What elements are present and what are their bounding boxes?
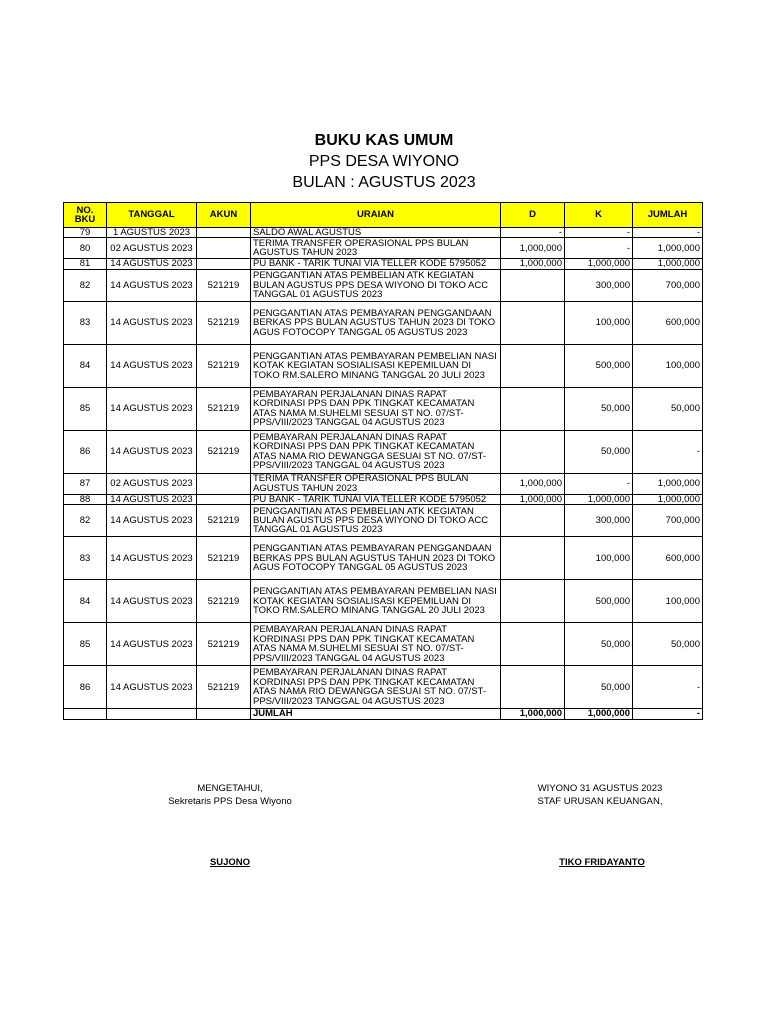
signature-left-line2: Sekretaris PPS Desa Wiyono bbox=[168, 796, 292, 807]
cell-akun: 521219 bbox=[197, 301, 251, 344]
cell-d bbox=[501, 623, 565, 666]
cell-tanggal: 02 AGUSTUS 2023 bbox=[107, 238, 197, 259]
table-row bbox=[64, 494, 703, 504]
cell-tanggal: 14 AGUSTUS 2023 bbox=[107, 269, 197, 301]
total-d: 1,000,000 bbox=[501, 709, 565, 719]
cell-tanggal: 14 AGUSTUS 2023 bbox=[107, 580, 197, 623]
cell-d bbox=[501, 387, 565, 430]
cell-d bbox=[501, 666, 565, 709]
cell-uraian: PU BANK - TARIK TUNAI VIA TELLER KODE 5795052 bbox=[251, 259, 501, 269]
cell-akun: 521219 bbox=[197, 505, 251, 537]
total-k: 1,000,000 bbox=[565, 709, 633, 719]
cell-k: 300,000 bbox=[565, 505, 633, 537]
table-row bbox=[64, 301, 703, 344]
cell-d: - bbox=[501, 228, 565, 238]
signature-right-line2: STAF URUSAN KEUANGAN, bbox=[537, 796, 663, 807]
cell-k: 50,000 bbox=[565, 666, 633, 709]
col-header-no: NO. BKU bbox=[64, 203, 107, 228]
cell-no: 87 bbox=[64, 473, 107, 494]
document-title: BUKU KAS UMUM bbox=[314, 132, 454, 149]
cell-akun bbox=[197, 238, 251, 259]
table-row bbox=[64, 666, 703, 709]
cell-akun bbox=[197, 494, 251, 504]
table-row bbox=[64, 259, 703, 269]
cell-tanggal bbox=[107, 709, 197, 719]
cell-tanggal: 1 AGUSTUS 2023 bbox=[107, 228, 197, 238]
cell-jumlah: 700,000 bbox=[633, 269, 703, 301]
signature-right-name: TIKO FRIDAYANTO bbox=[559, 857, 645, 868]
cell-uraian: TERIMA TRANSFER OPERASIONAL PPS BULAN AGUSTUS TAHUN 2023 bbox=[251, 473, 501, 494]
table-row bbox=[64, 505, 703, 537]
col-header-jumlah: JUMLAH bbox=[633, 203, 703, 228]
cell-uraian: TERIMA TRANSFER OPERASIONAL PPS BULAN AGUSTUS TAHUN 2023 bbox=[251, 238, 501, 259]
table-total-row bbox=[64, 709, 703, 719]
table-row bbox=[64, 228, 703, 238]
cell-no: 80 bbox=[64, 238, 107, 259]
cell-akun bbox=[197, 473, 251, 494]
table-header-row bbox=[64, 203, 703, 228]
cell-tanggal: 14 AGUSTUS 2023 bbox=[107, 494, 197, 504]
table-row bbox=[64, 623, 703, 666]
cell-no bbox=[64, 709, 107, 719]
cell-akun: 521219 bbox=[197, 623, 251, 666]
cell-akun bbox=[197, 228, 251, 238]
cell-jumlah: - bbox=[633, 430, 703, 473]
cell-no: 85 bbox=[64, 387, 107, 430]
cell-uraian: PEMBAYARAN PERJALANAN DINAS RAPAT KORDINASI PPS DAN PPK TINGKAT KECAMATAN ATAS NAMA RIO DEWANGGA SESUAI ST NO. 07/ST- PPS/VIII/2023 TANGGAL 04 AGUSTUS 2023 bbox=[251, 666, 501, 709]
cell-akun: 521219 bbox=[197, 430, 251, 473]
cell-d bbox=[501, 505, 565, 537]
cell-uraian: PENGGANTIAN ATAS PEMBAYARAN PENGGANDAAN BERKAS PPS BULAN AGUSTUS TAHUN 2023 DI TOKO AGUS FOTOCOPY TANGGAL 05 AGUSTUS 2023 bbox=[251, 537, 501, 580]
cell-k: - bbox=[565, 228, 633, 238]
cell-no: 84 bbox=[64, 344, 107, 387]
cash-book-table bbox=[63, 202, 703, 720]
signature-left-line1: MENGETAHUI, bbox=[197, 783, 263, 794]
cell-k: 500,000 bbox=[565, 580, 633, 623]
cell-d: 1,000,000 bbox=[501, 238, 565, 259]
cell-k: 50,000 bbox=[565, 387, 633, 430]
signature-right-line1: WIYONO 31 AGUSTUS 2023 bbox=[537, 783, 663, 794]
cell-no: 82 bbox=[64, 505, 107, 537]
cell-no: 83 bbox=[64, 537, 107, 580]
cell-jumlah: 100,000 bbox=[633, 580, 703, 623]
cell-k: 1,000,000 bbox=[565, 494, 633, 504]
cell-akun: 521219 bbox=[197, 269, 251, 301]
table-row bbox=[64, 537, 703, 580]
cell-k: - bbox=[565, 473, 633, 494]
cell-jumlah: 600,000 bbox=[633, 301, 703, 344]
cell-d: 1,000,000 bbox=[501, 259, 565, 269]
cell-d bbox=[501, 269, 565, 301]
cell-k: 100,000 bbox=[565, 301, 633, 344]
signature-left-name: SUJONO bbox=[209, 857, 251, 868]
signature-right bbox=[520, 782, 680, 808]
document-title-block bbox=[0, 131, 768, 193]
cell-tanggal: 02 AGUSTUS 2023 bbox=[107, 473, 197, 494]
cell-uraian: PEMBAYARAN PERJALANAN DINAS RAPAT KORDINASI PPS DAN PPK TINGKAT KECAMATAN ATAS NAMA RIO DEWANGGA SESUAI ST NO. 07/ST- PPS/VIII/2023 TANGGAL 04 AGUSTUS 2023 bbox=[251, 430, 501, 473]
cell-no: 86 bbox=[64, 666, 107, 709]
table-row bbox=[64, 387, 703, 430]
cell-d: 1,000,000 bbox=[501, 473, 565, 494]
cell-k: 50,000 bbox=[565, 623, 633, 666]
table-body bbox=[64, 228, 703, 720]
cell-tanggal: 14 AGUSTUS 2023 bbox=[107, 537, 197, 580]
cell-d bbox=[501, 301, 565, 344]
cell-k: - bbox=[565, 238, 633, 259]
cell-jumlah: 700,000 bbox=[633, 505, 703, 537]
cell-k: 50,000 bbox=[565, 430, 633, 473]
cell-jumlah: 50,000 bbox=[633, 623, 703, 666]
cell-jumlah: - bbox=[633, 228, 703, 238]
cell-jumlah: 100,000 bbox=[633, 344, 703, 387]
cell-jumlah: 600,000 bbox=[633, 537, 703, 580]
cell-uraian: PENGGANTIAN ATAS PEMBAYARAN PEMBELIAN NASI KOTAK KEGIATAN SOSIALISASI KEPEMILUAN DI TOKO RM.SALERO MINANG TANGGAL 20 JULI 2023 bbox=[251, 580, 501, 623]
cell-uraian: PENGGANTIAN ATAS PEMBELIAN ATK KEGIATAN BULAN AGUSTUS PPS DESA WIYONO DI TOKO ACC TANGGAL 01 AGUSTUS 2023 bbox=[251, 269, 501, 301]
cell-jumlah: 1,000,000 bbox=[633, 238, 703, 259]
cell-uraian: PENGGANTIAN ATAS PEMBELIAN ATK KEGIATAN BULAN AGUSTUS PPS DESA WIYONO DI TOKO ACC TANGGAL 01 AGUSTUS 2023 bbox=[251, 505, 501, 537]
total-label: JUMLAH bbox=[251, 709, 501, 719]
cell-jumlah: 1,000,000 bbox=[633, 259, 703, 269]
col-header-tanggal: TANGGAL bbox=[107, 203, 197, 228]
cell-jumlah: 50,000 bbox=[633, 387, 703, 430]
cell-no: 84 bbox=[64, 580, 107, 623]
document-period: BULAN : AGUSTUS 2023 bbox=[292, 174, 476, 191]
table-row bbox=[64, 238, 703, 259]
cell-akun: 521219 bbox=[197, 580, 251, 623]
cell-tanggal: 14 AGUSTUS 2023 bbox=[107, 387, 197, 430]
table-row bbox=[64, 269, 703, 301]
cell-tanggal: 14 AGUSTUS 2023 bbox=[107, 344, 197, 387]
cell-no: 88 bbox=[64, 494, 107, 504]
cell-akun bbox=[197, 709, 251, 719]
cell-d bbox=[501, 430, 565, 473]
cell-no: 82 bbox=[64, 269, 107, 301]
col-header-k: K bbox=[565, 203, 633, 228]
signature-left bbox=[150, 782, 310, 808]
document-subtitle: PPS DESA WIYONO bbox=[308, 153, 460, 170]
cell-no: 79 bbox=[64, 228, 107, 238]
cell-k: 500,000 bbox=[565, 344, 633, 387]
cell-tanggal: 14 AGUSTUS 2023 bbox=[107, 666, 197, 709]
total-jumlah: - bbox=[633, 709, 703, 719]
col-header-d: D bbox=[501, 203, 565, 228]
table-row bbox=[64, 344, 703, 387]
cell-d: 1,000,000 bbox=[501, 494, 565, 504]
table-row bbox=[64, 430, 703, 473]
cell-uraian: PEMBAYARAN PERJALANAN DINAS RAPAT KORDINASI PPS DAN PPK TINGKAT KECAMATAN ATAS NAMA M.SUHELMI SESUAI ST NO. 07/ST- PPS/VIII/2023 TANGGAL 04 AGUSTUS 2023 bbox=[251, 623, 501, 666]
cell-no: 81 bbox=[64, 259, 107, 269]
cell-k: 100,000 bbox=[565, 537, 633, 580]
cell-no: 86 bbox=[64, 430, 107, 473]
cell-uraian: PENGGANTIAN ATAS PEMBAYARAN PENGGANDAAN BERKAS PPS BULAN AGUSTUS TAHUN 2023 DI TOKO AGUS FOTOCOPY TANGGAL 05 AGUSTUS 2023 bbox=[251, 301, 501, 344]
cell-d bbox=[501, 344, 565, 387]
cell-k: 1,000,000 bbox=[565, 259, 633, 269]
cell-uraian: PEMBAYARAN PERJALANAN DINAS RAPAT KORDINASI PPS DAN PPK TINGKAT KECAMATAN ATAS NAMA M.SUHELMI SESUAI ST NO. 07/ST- PPS/VIII/2023 TANGGAL 04 AGUSTUS 2023 bbox=[251, 387, 501, 430]
cell-akun bbox=[197, 259, 251, 269]
table-row bbox=[64, 473, 703, 494]
cell-jumlah: 1,000,000 bbox=[633, 494, 703, 504]
cell-tanggal: 14 AGUSTUS 2023 bbox=[107, 505, 197, 537]
cell-jumlah: 1,000,000 bbox=[633, 473, 703, 494]
cell-jumlah: - bbox=[633, 666, 703, 709]
table-row bbox=[64, 580, 703, 623]
cell-tanggal: 14 AGUSTUS 2023 bbox=[107, 259, 197, 269]
cell-d bbox=[501, 537, 565, 580]
col-header-uraian: URAIAN bbox=[251, 203, 501, 228]
cell-akun: 521219 bbox=[197, 387, 251, 430]
cell-no: 83 bbox=[64, 301, 107, 344]
cell-uraian: SALDO AWAL AGUSTUS bbox=[251, 228, 501, 238]
cell-akun: 521219 bbox=[197, 537, 251, 580]
cell-no: 85 bbox=[64, 623, 107, 666]
cell-tanggal: 14 AGUSTUS 2023 bbox=[107, 623, 197, 666]
cell-tanggal: 14 AGUSTUS 2023 bbox=[107, 430, 197, 473]
cell-akun: 521219 bbox=[197, 344, 251, 387]
cell-k: 300,000 bbox=[565, 269, 633, 301]
cell-uraian: PENGGANTIAN ATAS PEMBAYARAN PEMBELIAN NASI KOTAK KEGIATAN SOSIALISASI KEPEMILUAN DI TOKO RM.SALERO MINANG TANGGAL 20 JULI 2023 bbox=[251, 344, 501, 387]
cell-uraian: PU BANK - TARIK TUNAI VIA TELLER KODE 5795052 bbox=[251, 494, 501, 504]
cell-tanggal: 14 AGUSTUS 2023 bbox=[107, 301, 197, 344]
col-header-akun: AKUN bbox=[197, 203, 251, 228]
cell-d bbox=[501, 580, 565, 623]
cell-akun: 521219 bbox=[197, 666, 251, 709]
